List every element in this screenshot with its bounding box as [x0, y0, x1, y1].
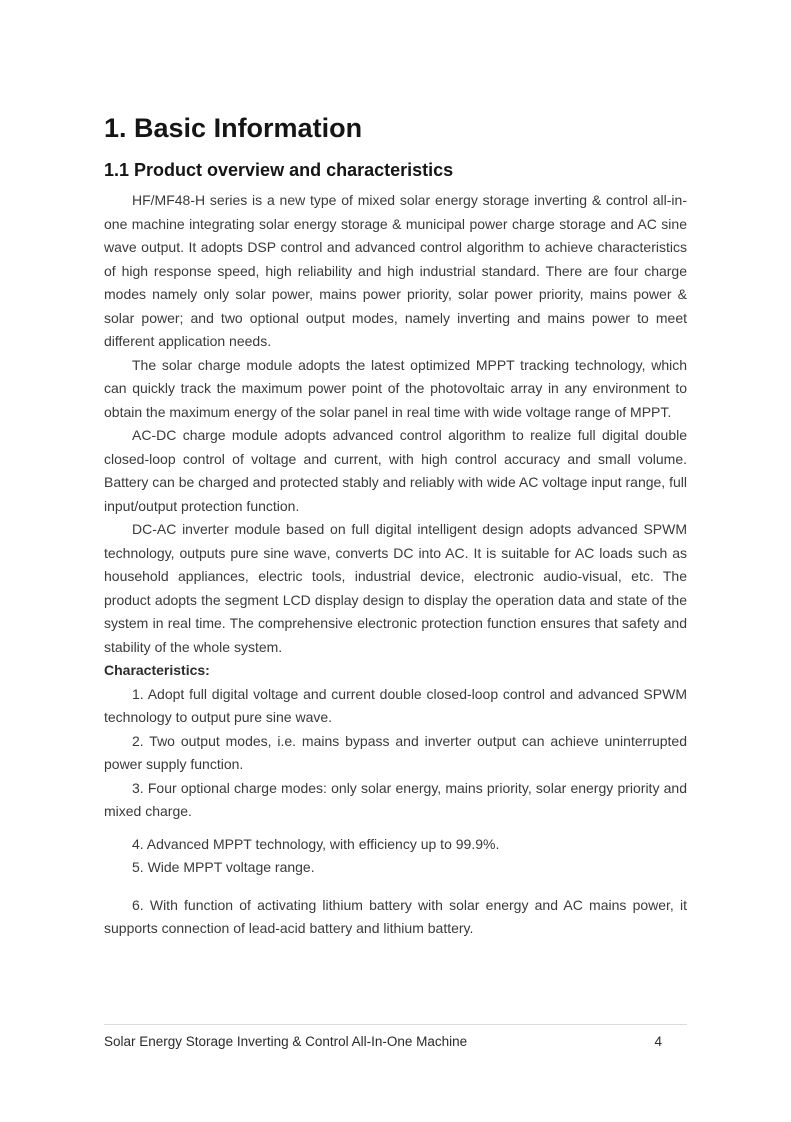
- characteristic-item: 3. Four optional charge modes: only solar energy, mains priority, solar energy priority and mixed charge.: [104, 779, 687, 819]
- page-footer: [104, 1024, 687, 1051]
- body-paragraphs: [104, 189, 687, 659]
- characteristics-label: Characteristics:: [104, 662, 210, 678]
- characteristic-item: 6. With function of activating lithium battery with solar energy and AC mains power, it supports connection of lead-acid battery and lithium battery.: [104, 896, 687, 936]
- body-paragraph: HF/MF48-H series is a new type of mixed solar energy storage inverting & control all-in-one machine integrating solar energy storage & municipal power charge storage and AC sine wave output. It adopts DSP control and advanced control algorithm to achieve characteristics of high response speed, high reliability and high industrial standard. There are four charge modes namely only solar power, mains power priority, solar power priority, mains power & solar power; and two optional output modes, namely inverting and mains power to meet different application needs.: [104, 192, 687, 349]
- characteristic-item: 1. Adopt full digital voltage and current double closed-loop control and advanced SPWM technology to output pure sine wave.: [104, 685, 687, 725]
- body-paragraph: AC-DC charge module adopts advanced control algorithm to realize full digital double closed-loop control of voltage and current, with high control accuracy and small volume. Battery can be charged and protected stably and reliably with wide AC voltage input range, full input/output protection function.: [104, 427, 687, 514]
- characteristic-item: 2. Two output modes, i.e. mains bypass and inverter output can achieve uninterrupted power supply function.: [104, 732, 687, 772]
- footer-title: Solar Energy Storage Inverting & Control All-In-One Machine: [104, 1034, 468, 1049]
- subsection-heading: 1.1 Product overview and characteristics: [104, 160, 454, 180]
- characteristic-item: 5. Wide MPPT voltage range.: [132, 859, 315, 875]
- page-number: 4: [654, 1034, 662, 1049]
- body-paragraph: The solar charge module adopts the latest optimized MPPT tracking technology, which can quickly track the maximum power point of the photovoltaic array in any environment to obtain the maximum energy of the solar panel in real time with wide voltage range of MPPT.: [104, 356, 687, 420]
- section-heading: 1. Basic Information: [104, 113, 363, 143]
- body-paragraph: DC-AC inverter module based on full digital intelligent design adopts advanced SPWM technology, outputs pure sine wave, converts DC into AC. It is suitable for AC loads such as household appliances, electric tools, industrial device, electronic audio-visual, etc. The product adopts the segment LCD display design to display the operation data and state of the system in real time. The comprehensive electronic protection function ensures that safety and stability of the whole system.: [104, 521, 687, 655]
- characteristic-item: 4. Advanced MPPT technology, with efficiency up to 99.9%.: [132, 835, 500, 852]
- characteristics-list: [104, 683, 687, 941]
